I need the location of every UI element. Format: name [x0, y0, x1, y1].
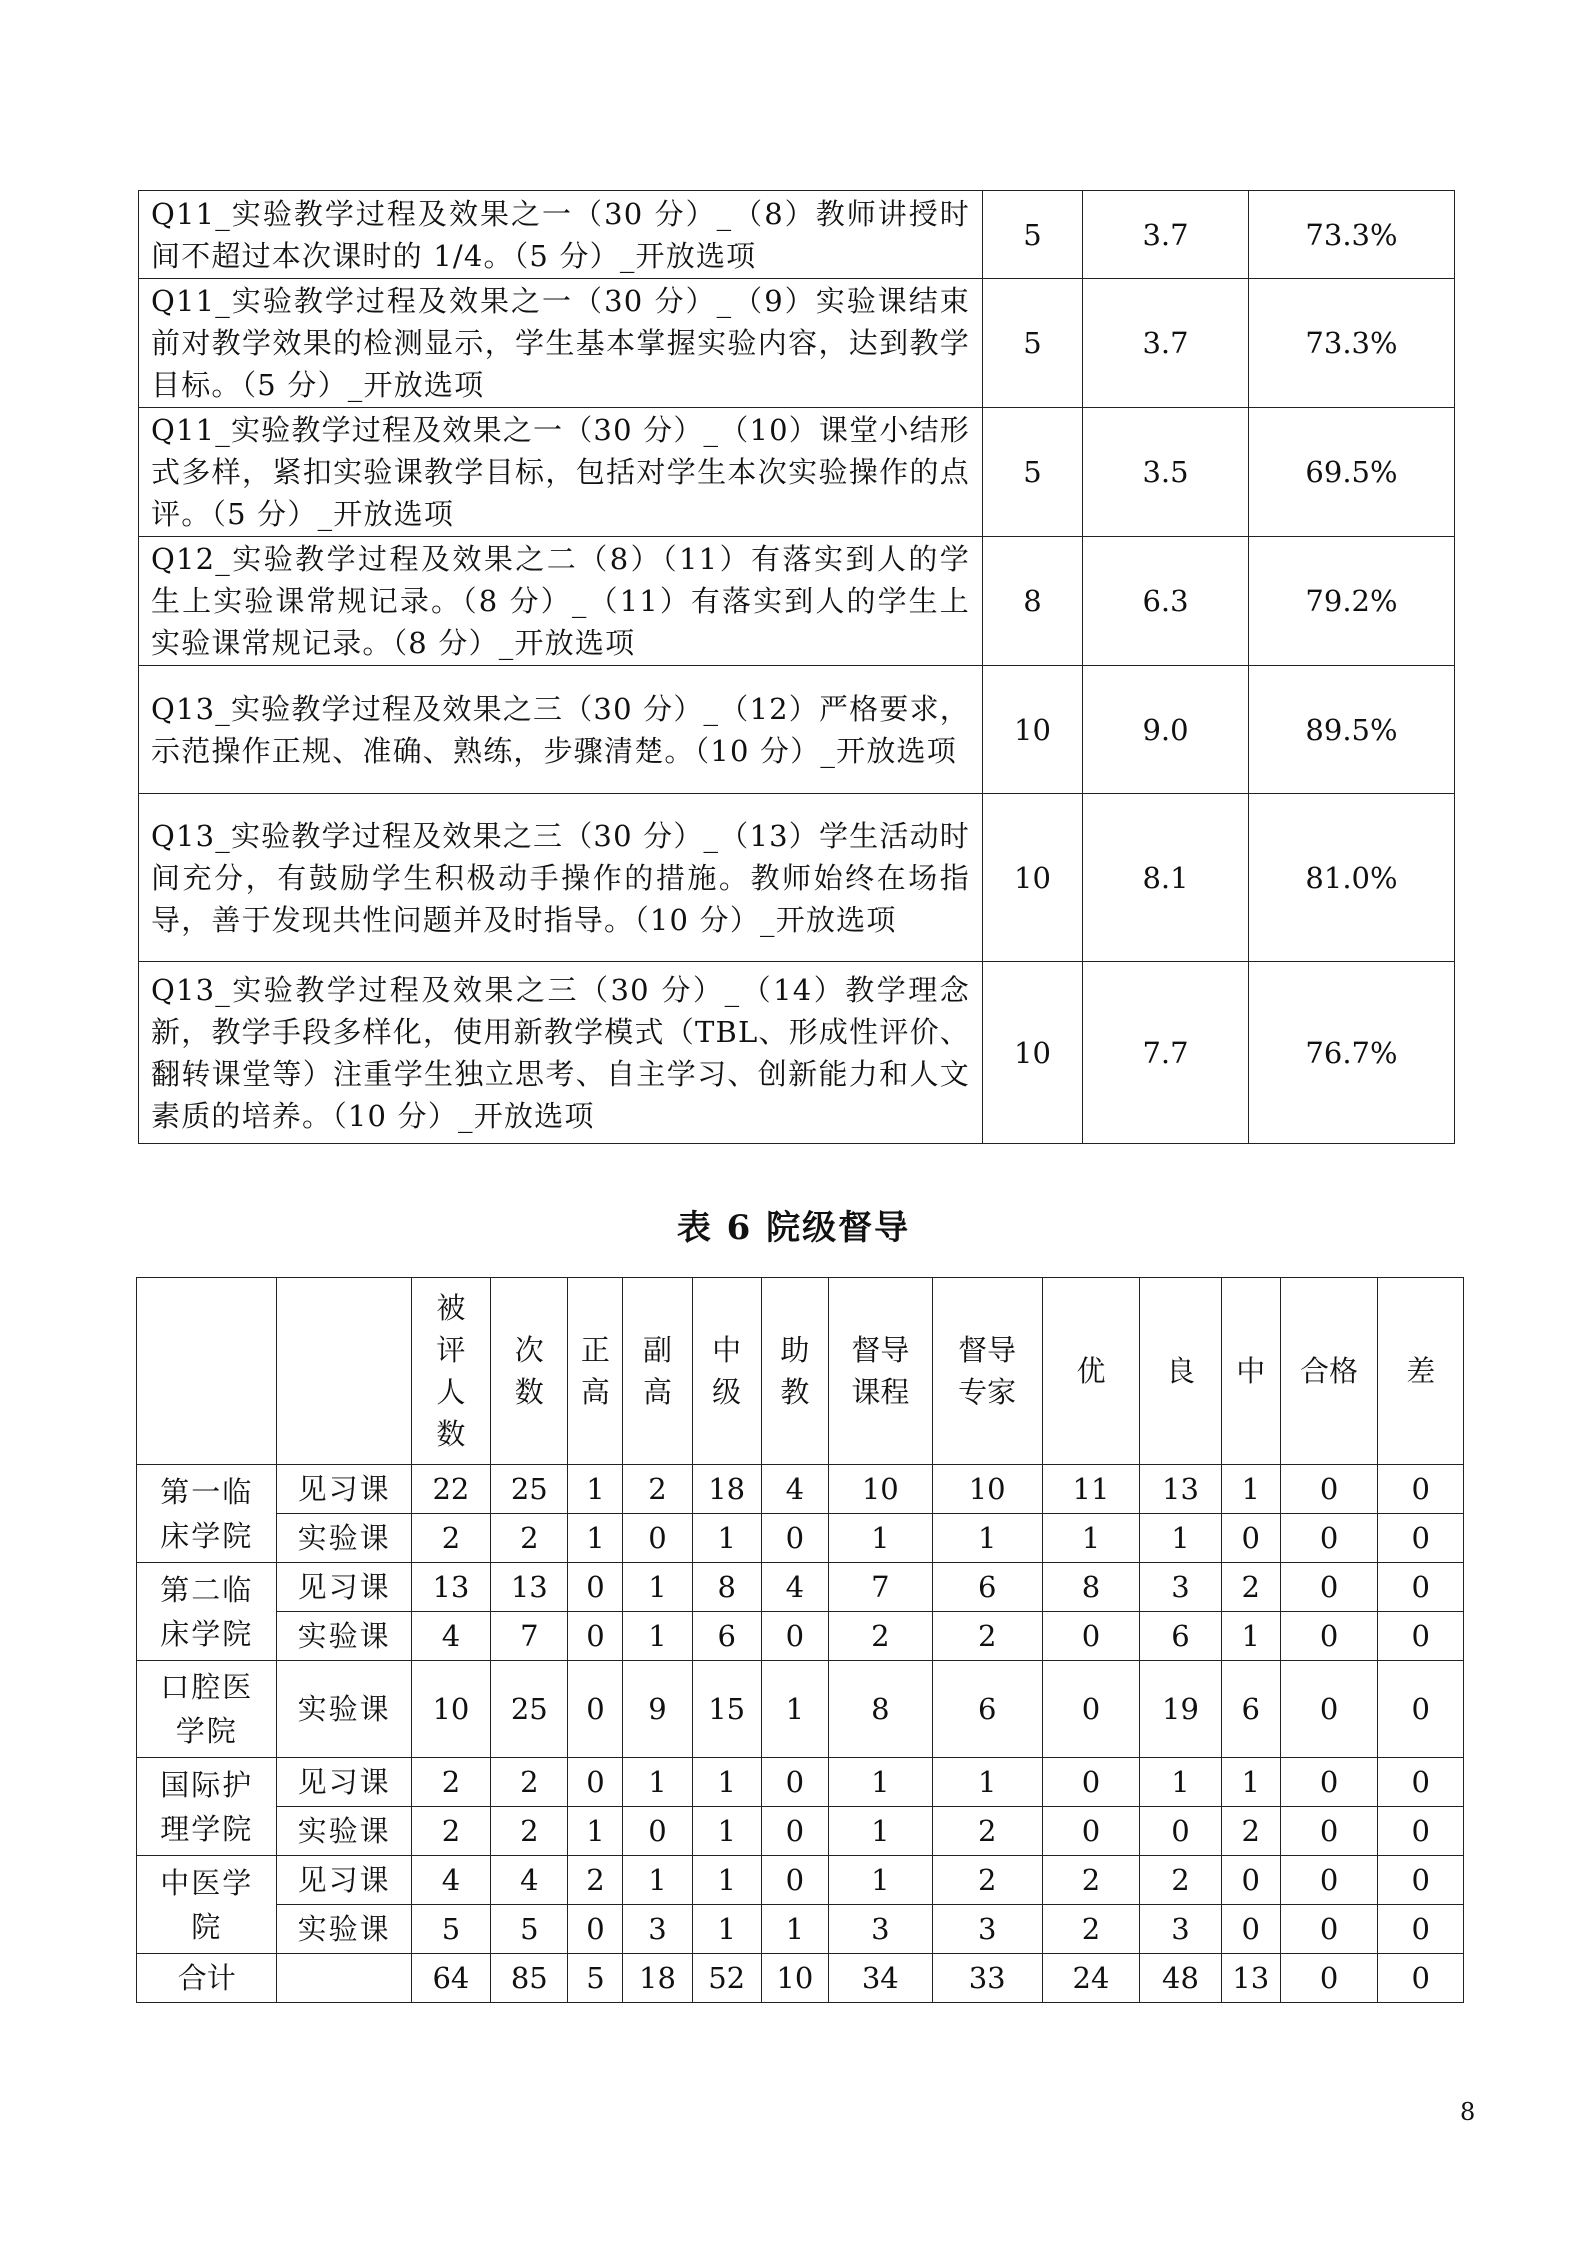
- item-description-cell: Q13_实验教学过程及效果之三（30 分）_（13）学生活动时间充分，有鼓励学生积极动手操作的措施。教师始终在场指导，善于发现共性问题并及时指导。（10 分）_开放选项: [139, 794, 983, 962]
- course-type-cell: 实验课: [277, 1612, 411, 1661]
- value-cell: 2: [568, 1856, 623, 1905]
- table-row: [137, 1905, 1464, 1954]
- value-cell: 1: [761, 1661, 828, 1758]
- table-row: [139, 537, 1455, 666]
- column-header-label: 正高: [580, 1333, 610, 1409]
- column-header: [1221, 1278, 1280, 1465]
- value-cell: 7: [491, 1612, 568, 1661]
- value-cell: 3: [623, 1905, 692, 1954]
- value-cell: 1: [692, 1905, 761, 1954]
- table-row: [137, 1758, 1464, 1807]
- value-cell: 1: [932, 1514, 1042, 1563]
- total-value-cell: 52: [692, 1954, 761, 2003]
- value-cell: 0: [761, 1514, 828, 1563]
- value-cell: 1: [568, 1807, 623, 1856]
- column-header: [1378, 1278, 1464, 1465]
- value-cell: 0: [761, 1856, 828, 1905]
- value-cell: 1: [828, 1514, 932, 1563]
- value-cell: 1: [623, 1856, 692, 1905]
- college-supervision-table: [136, 1277, 1464, 2003]
- column-header-label: 督导专家: [958, 1333, 1017, 1409]
- value-cell: 6: [932, 1563, 1042, 1612]
- column-header: [692, 1278, 761, 1465]
- value-cell: 1: [692, 1807, 761, 1856]
- value-cell: 3: [932, 1905, 1042, 1954]
- value-cell: 4: [761, 1465, 828, 1514]
- value-cell: 2: [491, 1758, 568, 1807]
- college-supervision-body: [137, 1278, 1464, 2003]
- value-cell: 2: [1042, 1905, 1140, 1954]
- value-cell: 19: [1140, 1661, 1221, 1758]
- value-cell: 8: [828, 1661, 932, 1758]
- column-header: [411, 1278, 490, 1465]
- table6-title: 表 6 院级督导: [676, 1208, 911, 1248]
- college-name-cell: 国际护理学院: [137, 1758, 277, 1856]
- value-cell: 1: [1140, 1514, 1221, 1563]
- value-cell: 22: [411, 1465, 490, 1514]
- value-cell: 1: [568, 1465, 623, 1514]
- column-header: [1280, 1278, 1378, 1465]
- course-type-cell: 实验课: [277, 1514, 411, 1563]
- college-name-cell: 第二临床学院: [137, 1563, 277, 1661]
- total-value-cell: 0: [1378, 1954, 1464, 2003]
- value-cell: 0: [761, 1807, 828, 1856]
- column-header-label: 优: [1076, 1354, 1106, 1388]
- value-cell: 0: [1280, 1758, 1378, 1807]
- college-name-cell: 中医学院: [137, 1856, 277, 1954]
- total-row: [137, 1954, 1464, 2003]
- average-score-cell: 7.7: [1083, 962, 1249, 1144]
- column-header-label: 合格: [1300, 1354, 1359, 1388]
- value-cell: 2: [1221, 1563, 1280, 1612]
- value-cell: 13: [411, 1563, 490, 1612]
- table-row: [137, 1856, 1464, 1905]
- value-cell: 0: [568, 1612, 623, 1661]
- value-cell: 1: [828, 1807, 932, 1856]
- value-cell: 0: [1280, 1465, 1378, 1514]
- score-rate-cell: 81.0%: [1249, 794, 1455, 962]
- value-cell: 1: [828, 1856, 932, 1905]
- total-value-cell: 34: [828, 1954, 932, 2003]
- value-cell: 2: [1221, 1807, 1280, 1856]
- score-rate-cell: 73.3%: [1249, 279, 1455, 408]
- value-cell: 1: [932, 1758, 1042, 1807]
- average-score-cell: 3.5: [1083, 408, 1249, 537]
- value-cell: 2: [491, 1807, 568, 1856]
- value-cell: 0: [761, 1612, 828, 1661]
- value-cell: 1: [1221, 1465, 1280, 1514]
- value-cell: 2: [932, 1807, 1042, 1856]
- average-score-cell: 9.0: [1083, 666, 1249, 794]
- course-type-cell: 见习课: [277, 1758, 411, 1807]
- value-cell: 2: [828, 1612, 932, 1661]
- value-cell: 0: [1378, 1905, 1464, 1954]
- total-label-cell: 合计: [137, 1954, 277, 2003]
- value-cell: 10: [828, 1465, 932, 1514]
- value-cell: 3: [1140, 1905, 1221, 1954]
- total-value-cell: 5: [568, 1954, 623, 2003]
- value-cell: 11: [1042, 1465, 1140, 1514]
- course-type-cell: 见习课: [277, 1465, 411, 1514]
- value-cell: 0: [1221, 1905, 1280, 1954]
- total-value-cell: 85: [491, 1954, 568, 2003]
- score-rate-cell: 79.2%: [1249, 537, 1455, 666]
- value-cell: 2: [932, 1856, 1042, 1905]
- value-cell: 2: [411, 1807, 490, 1856]
- value-cell: 5: [491, 1905, 568, 1954]
- value-cell: 0: [568, 1905, 623, 1954]
- college-name-cell: 第一临床学院: [137, 1465, 277, 1563]
- value-cell: 3: [828, 1905, 932, 1954]
- column-header: [491, 1278, 568, 1465]
- value-cell: 4: [491, 1856, 568, 1905]
- value-cell: 0: [1378, 1856, 1464, 1905]
- total-value-cell: 10: [761, 1954, 828, 2003]
- total-value-cell: 64: [411, 1954, 490, 2003]
- evaluation-items-table: [138, 190, 1455, 1144]
- value-cell: 0: [1378, 1465, 1464, 1514]
- item-description-cell: Q11_实验教学过程及效果之一（30 分）_（9）实验课结束前对教学效果的检测显示，学生基本掌握实验内容，达到教学目标。（5 分）_开放选项: [139, 279, 983, 408]
- value-cell: 0: [1280, 1563, 1378, 1612]
- course-type-cell: 见习课: [277, 1856, 411, 1905]
- value-cell: 0: [1042, 1612, 1140, 1661]
- value-cell: 1: [1140, 1758, 1221, 1807]
- value-cell: 1: [692, 1514, 761, 1563]
- average-score-cell: 3.7: [1083, 279, 1249, 408]
- value-cell: 0: [1378, 1807, 1464, 1856]
- column-header-label: 差: [1406, 1354, 1436, 1388]
- value-cell: 0: [568, 1661, 623, 1758]
- value-cell: 0: [1378, 1612, 1464, 1661]
- table-row: [139, 666, 1455, 794]
- average-score-cell: 8.1: [1083, 794, 1249, 962]
- value-cell: 2: [623, 1465, 692, 1514]
- value-cell: 0: [1280, 1514, 1378, 1563]
- value-cell: 2: [491, 1514, 568, 1563]
- column-header: [623, 1278, 692, 1465]
- college-name-cell: 口腔医学院: [137, 1661, 277, 1758]
- value-cell: 25: [491, 1661, 568, 1758]
- column-header-label: 次数: [514, 1333, 544, 1409]
- full-score-cell: 5: [983, 408, 1083, 537]
- column-header: [568, 1278, 623, 1465]
- item-description-cell: Q11_实验教学过程及效果之一（30 分）_（10）课堂小结形式多样，紧扣实验课教学目标，包括对学生本次实验操作的点评。（5 分）_开放选项: [139, 408, 983, 537]
- course-type-cell: 见习课: [277, 1563, 411, 1612]
- header-row: [137, 1278, 1464, 1465]
- full-score-cell: 5: [983, 191, 1083, 279]
- item-description-cell: Q11_实验教学过程及效果之一（30 分）_（8）教师讲授时间不超过本次课时的 1/4。（5 分）_开放选项: [139, 191, 983, 279]
- total-value-cell: 18: [623, 1954, 692, 2003]
- table-row: [139, 191, 1455, 279]
- value-cell: 1: [692, 1856, 761, 1905]
- total-value-cell: 24: [1042, 1954, 1140, 2003]
- item-description-cell: Q13_实验教学过程及效果之三（30 分）_（12）严格要求，示范操作正规、准确、熟练，步骤清楚。（10 分）_开放选项: [139, 666, 983, 794]
- value-cell: 7: [828, 1563, 932, 1612]
- column-header: [828, 1278, 932, 1465]
- value-cell: 0: [1378, 1758, 1464, 1807]
- value-cell: 10: [932, 1465, 1042, 1514]
- value-cell: 0: [1280, 1612, 1378, 1661]
- value-cell: 0: [1378, 1661, 1464, 1758]
- value-cell: 9: [623, 1661, 692, 1758]
- table-row: [137, 1661, 1464, 1758]
- column-header: [1140, 1278, 1221, 1465]
- average-score-cell: 3.7: [1083, 191, 1249, 279]
- table-row: [139, 794, 1455, 962]
- value-cell: 4: [411, 1856, 490, 1905]
- value-cell: 1: [568, 1514, 623, 1563]
- value-cell: 0: [1042, 1661, 1140, 1758]
- value-cell: 1: [623, 1758, 692, 1807]
- table-row: [137, 1514, 1464, 1563]
- value-cell: 6: [1221, 1661, 1280, 1758]
- score-rate-cell: 89.5%: [1249, 666, 1455, 794]
- value-cell: 8: [1042, 1563, 1140, 1612]
- value-cell: 0: [1378, 1563, 1464, 1612]
- page-number: 8: [1460, 2098, 1476, 2126]
- column-header: [1042, 1278, 1140, 1465]
- evaluation-items-body: [139, 191, 1455, 1144]
- value-cell: 0: [1280, 1661, 1378, 1758]
- value-cell: 0: [1378, 1514, 1464, 1563]
- value-cell: 2: [932, 1612, 1042, 1661]
- value-cell: 0: [623, 1514, 692, 1563]
- score-rate-cell: 73.3%: [1249, 191, 1455, 279]
- full-score-cell: 10: [983, 962, 1083, 1144]
- course-type-cell: 实验课: [277, 1905, 411, 1954]
- value-cell: 1: [1221, 1612, 1280, 1661]
- value-cell: 5: [411, 1905, 490, 1954]
- value-cell: 4: [761, 1563, 828, 1612]
- value-cell: 6: [692, 1612, 761, 1661]
- total-value-cell: 33: [932, 1954, 1042, 2003]
- total-value-cell: 0: [1280, 1954, 1378, 2003]
- value-cell: 0: [1280, 1856, 1378, 1905]
- value-cell: 0: [568, 1758, 623, 1807]
- table-row: [137, 1807, 1464, 1856]
- column-header: [761, 1278, 828, 1465]
- value-cell: 8: [692, 1563, 761, 1612]
- value-cell: 1: [761, 1905, 828, 1954]
- value-cell: 2: [411, 1758, 490, 1807]
- value-cell: 0: [1042, 1807, 1140, 1856]
- blank-header-type: [277, 1278, 411, 1465]
- value-cell: 3: [1140, 1563, 1221, 1612]
- value-cell: 13: [491, 1563, 568, 1612]
- value-cell: 18: [692, 1465, 761, 1514]
- blank-header-college: [137, 1278, 277, 1465]
- total-blank-cell: [277, 1954, 411, 2003]
- value-cell: 1: [1221, 1758, 1280, 1807]
- column-header-label: 中级: [712, 1333, 742, 1409]
- value-cell: 0: [623, 1807, 692, 1856]
- table-row: [139, 962, 1455, 1144]
- table-row: [139, 279, 1455, 408]
- full-score-cell: 10: [983, 666, 1083, 794]
- average-score-cell: 6.3: [1083, 537, 1249, 666]
- value-cell: 1: [828, 1758, 932, 1807]
- value-cell: 0: [1042, 1758, 1140, 1807]
- value-cell: 1: [623, 1612, 692, 1661]
- column-header-label: 副高: [642, 1333, 672, 1409]
- value-cell: 0: [1140, 1807, 1221, 1856]
- value-cell: 0: [1221, 1514, 1280, 1563]
- value-cell: 6: [932, 1661, 1042, 1758]
- value-cell: 0: [1221, 1856, 1280, 1905]
- full-score-cell: 8: [983, 537, 1083, 666]
- value-cell: 25: [491, 1465, 568, 1514]
- column-header-label: 中: [1236, 1354, 1266, 1388]
- value-cell: 15: [692, 1661, 761, 1758]
- value-cell: 0: [1280, 1807, 1378, 1856]
- value-cell: 0: [1280, 1905, 1378, 1954]
- full-score-cell: 5: [983, 279, 1083, 408]
- column-header-label: 助教: [780, 1333, 810, 1409]
- full-score-cell: 10: [983, 794, 1083, 962]
- total-value-cell: 48: [1140, 1954, 1221, 2003]
- value-cell: 1: [623, 1563, 692, 1612]
- column-header-label: 被评人数: [436, 1291, 466, 1451]
- column-header-label: 督导课程: [851, 1333, 910, 1409]
- total-value-cell: 13: [1221, 1954, 1280, 2003]
- column-header-label: 良: [1165, 1354, 1195, 1388]
- value-cell: 13: [1140, 1465, 1221, 1514]
- item-description-cell: Q12_实验教学过程及效果之二（8）（11）有落实到人的学生上实验课常规记录。（8 分）_（11）有落实到人的学生上实验课常规记录。（8 分）_开放选项: [139, 537, 983, 666]
- score-rate-cell: 69.5%: [1249, 408, 1455, 537]
- value-cell: 2: [411, 1514, 490, 1563]
- value-cell: 4: [411, 1612, 490, 1661]
- value-cell: 0: [568, 1563, 623, 1612]
- table-row: [139, 408, 1455, 537]
- value-cell: 6: [1140, 1612, 1221, 1661]
- table-row: [137, 1563, 1464, 1612]
- item-description-cell: Q13_实验教学过程及效果之三（30 分）_（14）教学理念新，教学手段多样化，使用新教学模式（TBL、形成性评价、翻转课堂等）注重学生独立思考、自主学习、创新能力和人文素质的培养。（10 分）_开放选项: [139, 962, 983, 1144]
- value-cell: 2: [1140, 1856, 1221, 1905]
- table-row: [137, 1465, 1464, 1514]
- value-cell: 0: [761, 1758, 828, 1807]
- value-cell: 1: [692, 1758, 761, 1807]
- course-type-cell: 实验课: [277, 1661, 411, 1758]
- value-cell: 10: [411, 1661, 490, 1758]
- course-type-cell: 实验课: [277, 1807, 411, 1856]
- value-cell: 2: [1042, 1856, 1140, 1905]
- column-header: [932, 1278, 1042, 1465]
- table-row: [137, 1612, 1464, 1661]
- score-rate-cell: 76.7%: [1249, 962, 1455, 1144]
- value-cell: 1: [1042, 1514, 1140, 1563]
